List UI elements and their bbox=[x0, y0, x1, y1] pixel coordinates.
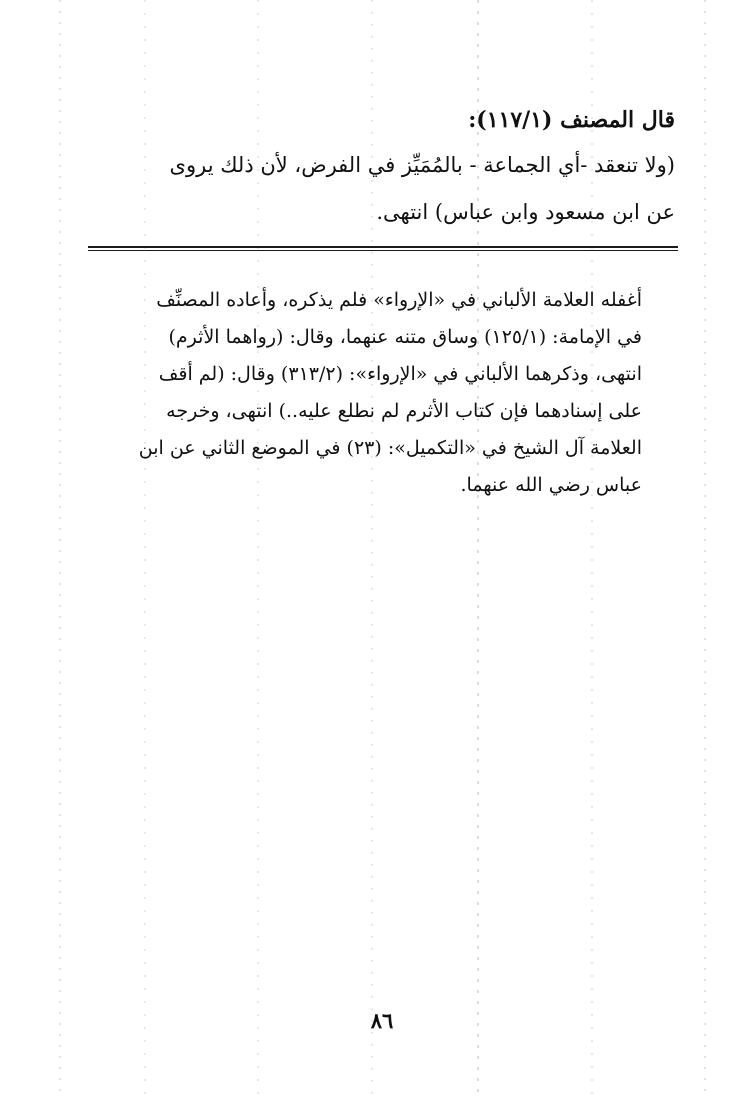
commentary-line: عباس رضي الله عنهما. bbox=[460, 474, 642, 496]
quote-line-1: (ولا تنعقد -أي الجماعة - بالمُمَيِّز في الفرض، لأن ذلك يروى bbox=[169, 153, 675, 177]
commentary-paragraph bbox=[82, 282, 642, 504]
commentary-line: العلامة آل الشيخ في «التكميل»: (٢٣) في الموضع الثاني عن ابن bbox=[138, 437, 642, 459]
footnote-separator-rule bbox=[88, 246, 678, 251]
commentary-line: على إسنادهما فإن كتاب الأثرم لم نطلع عليه..) انتهى، وخرجه bbox=[166, 400, 642, 422]
commentary-line: انتهى، وذكرهما الألباني في «الإرواء»: (٣١٣/٢) وقال: (لم أقف bbox=[158, 363, 642, 385]
commentary-line: أغفله العلامة الألباني في «الإرواء» فلم يذكره، وأعاده المصنِّف bbox=[156, 289, 642, 311]
chapter-heading: قال المصنف (١١٧/١): bbox=[468, 107, 675, 133]
commentary-line: في الإمامة: (١٢٥/١) وساق متنه عنهما، وقال: (رواهما الأثرم) bbox=[168, 326, 642, 348]
page-number: ٨٦ bbox=[370, 1008, 394, 1033]
quote-line-2: عن ابن مسعود وابن عباس) انتهى. bbox=[376, 200, 675, 224]
